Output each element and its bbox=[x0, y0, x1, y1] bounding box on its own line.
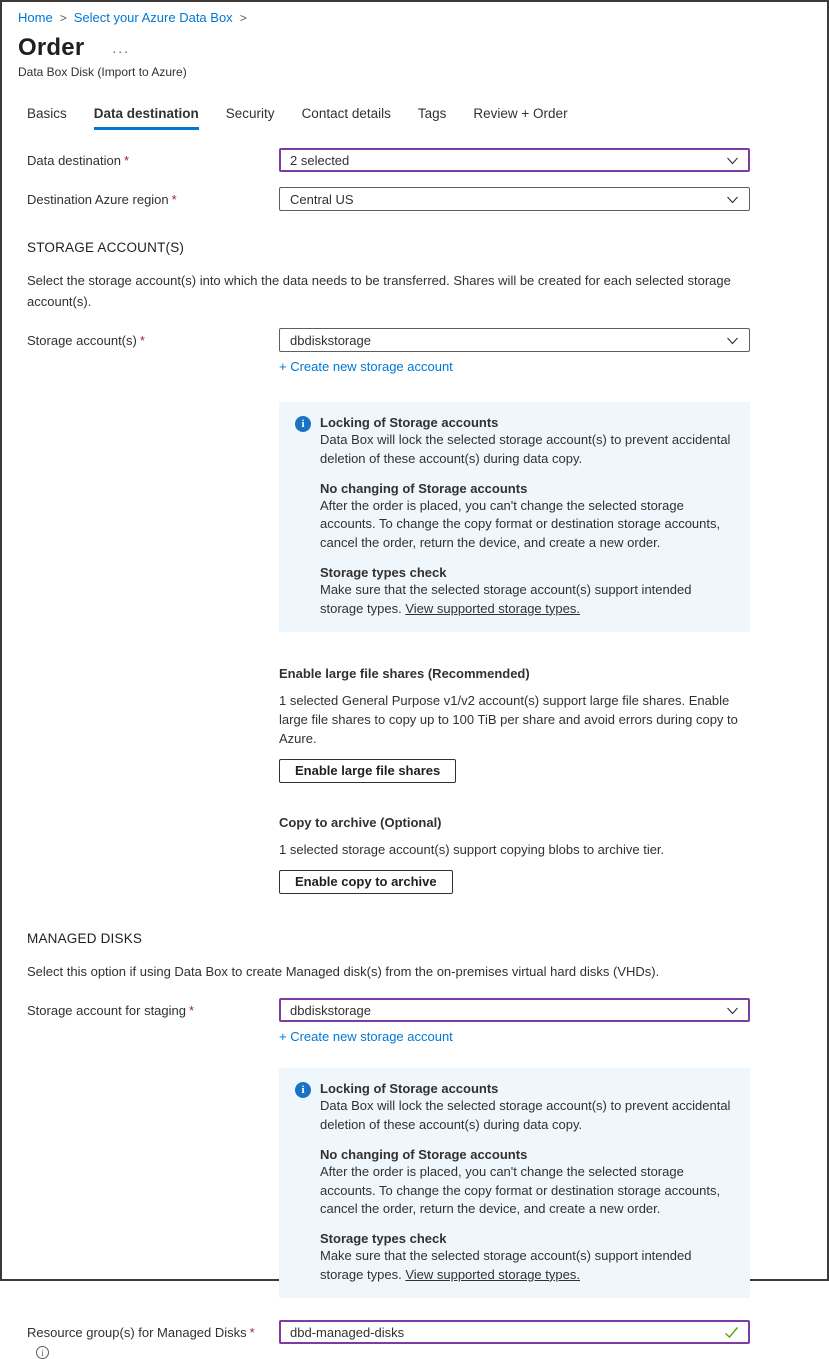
label-text: Destination Azure region bbox=[27, 192, 169, 207]
breadcrumb-separator-icon: > bbox=[239, 10, 247, 25]
staging-info-box bbox=[279, 1068, 750, 1298]
tab-basics[interactable]: Basics bbox=[27, 106, 67, 121]
tab-data-destination[interactable]: Data destination bbox=[94, 106, 199, 130]
data-destination-form bbox=[27, 148, 827, 1359]
info-tooltip-icon[interactable]: i bbox=[36, 1346, 49, 1359]
tab-tags[interactable]: Tags bbox=[417, 106, 447, 121]
copy-to-archive-section bbox=[279, 815, 757, 894]
staging-account-value: dbdiskstorage bbox=[290, 1002, 371, 1018]
tab-contact-details[interactable]: Contact details bbox=[301, 106, 391, 121]
resource-group-row bbox=[27, 1320, 827, 1359]
label-text: Storage account(s) bbox=[27, 333, 137, 349]
info-body: Data Box will lock the selected storage account(s) to prevent accidental deletion of these account(s) during data copy. bbox=[320, 432, 731, 466]
info-title: Locking of Storage accounts bbox=[320, 415, 499, 431]
managed-disks-heading: MANAGED DISKS bbox=[27, 930, 143, 946]
tab-review-order[interactable]: Review + Order bbox=[473, 106, 568, 121]
chevron-down-icon bbox=[726, 153, 739, 167]
info-body bbox=[320, 1247, 734, 1284]
info-body-text: types. bbox=[367, 1266, 402, 1282]
view-supported-storage-types-link[interactable]: View supported storage types. bbox=[405, 1266, 580, 1282]
required-asterisk: * bbox=[171, 192, 177, 207]
region-row bbox=[27, 187, 827, 211]
region-label bbox=[27, 187, 279, 207]
label-text: Storage account for staging bbox=[27, 1003, 186, 1019]
info-title: No changing of Storage accounts bbox=[320, 480, 528, 496]
chevron-down-icon bbox=[726, 333, 739, 347]
info-block-no-changing bbox=[320, 1147, 734, 1218]
chevron-down-icon bbox=[726, 192, 739, 206]
create-staging-storage-account-link[interactable]: + Create new storage account bbox=[279, 1029, 453, 1045]
info-icon: i bbox=[295, 1082, 311, 1098]
label-text: Data destination bbox=[27, 153, 121, 168]
info-body-text: Make sure that the selected storage account(s) support intended storage bbox=[320, 582, 692, 616]
storage-accounts-description: Select the storage account(s) into which the data needs to be transferred. Shares will be created for each selected storage account(s). bbox=[27, 273, 731, 309]
resource-group-value: dbd-managed-disks bbox=[290, 1324, 405, 1340]
view-supported-storage-types-link[interactable]: View supported storage types. bbox=[405, 600, 580, 616]
info-body: Data Box will lock the selected storage account(s) to prevent accidental deletion of these account(s) during data copy. bbox=[320, 1098, 731, 1132]
info-body: After the order is placed, you can't change the selected storage accounts. To change the copy format or destination storage accounts, cancel the order, return the device, and create a new order. bbox=[320, 497, 721, 550]
info-block-storage-types bbox=[320, 1231, 734, 1284]
data-destination-label bbox=[27, 148, 279, 168]
info-block-locking bbox=[320, 415, 734, 468]
required-asterisk: * bbox=[249, 1325, 255, 1341]
info-block-locking bbox=[320, 1081, 734, 1134]
breadcrumb bbox=[18, 10, 827, 25]
tab-security[interactable]: Security bbox=[225, 106, 275, 121]
info-title: Locking of Storage accounts bbox=[320, 1081, 499, 1097]
large-file-shares-description: 1 selected General Purpose v1/v2 account(s) support large file shares. Enable large file shares to copy up to 100 TiB per share and avoid errors during copy to Azure. bbox=[279, 693, 738, 746]
info-icon: i bbox=[295, 416, 311, 432]
copy-to-archive-description: 1 selected storage account(s) support copying blobs to archive tier. bbox=[279, 841, 665, 857]
copy-to-archive-heading: Copy to archive (Optional) bbox=[279, 814, 442, 830]
required-asterisk: * bbox=[189, 1003, 195, 1019]
enable-copy-to-archive-button[interactable]: Enable copy to archive bbox=[279, 870, 453, 894]
storage-account-row bbox=[27, 328, 827, 376]
chevron-down-icon bbox=[726, 1003, 739, 1017]
page-header bbox=[18, 34, 827, 62]
data-destination-row bbox=[27, 148, 827, 172]
enable-large-file-shares-button[interactable]: Enable large file shares bbox=[279, 759, 456, 783]
large-file-shares-section bbox=[279, 666, 757, 783]
label-text: Resource group(s) for Managed Disks bbox=[27, 1325, 247, 1341]
info-title: No changing of Storage accounts bbox=[320, 1147, 528, 1163]
data-destination-value: 2 selected bbox=[290, 152, 350, 168]
required-asterisk: * bbox=[139, 333, 145, 349]
region-value: Central US bbox=[290, 191, 354, 207]
resource-group-input[interactable] bbox=[279, 1320, 750, 1344]
valid-check-icon bbox=[724, 1326, 739, 1339]
storage-account-label bbox=[27, 328, 279, 348]
storage-account-dropdown[interactable] bbox=[279, 328, 750, 352]
create-storage-account-link[interactable]: + Create new storage account bbox=[279, 359, 453, 375]
info-title: Storage types check bbox=[320, 1231, 447, 1247]
managed-disks-description: Select this option if using Data Box to create Managed disk(s) from the on-premises virtual hard disks (VHDs). bbox=[27, 963, 660, 979]
storage-accounts-heading: STORAGE ACCOUNT(S) bbox=[27, 240, 185, 255]
page-subtitle: Data Box Disk (Import to Azure) bbox=[18, 65, 187, 79]
info-body-text: Make sure that the selected storage account(s) support intended storage bbox=[320, 1248, 692, 1282]
info-block-no-changing bbox=[320, 481, 734, 552]
info-body: After the order is placed, you can't change the selected storage accounts. To change the copy format or destination storage accounts, cancel the order, return the device, and create a new order. bbox=[320, 1164, 721, 1216]
info-body-text: types. bbox=[367, 600, 402, 616]
page-title: Order bbox=[18, 34, 85, 61]
storage-info-box bbox=[279, 402, 750, 632]
info-block-storage-types bbox=[320, 565, 734, 618]
breadcrumb-link-select-azure-data-box[interactable]: Select your Azure Data Box bbox=[73, 10, 233, 25]
info-title: Storage types check bbox=[320, 565, 447, 581]
data-destination-dropdown[interactable] bbox=[279, 148, 750, 172]
storage-account-value: dbdiskstorage bbox=[290, 332, 371, 348]
large-file-shares-heading: Enable large file shares (Recommended) bbox=[279, 666, 530, 682]
info-body bbox=[320, 581, 734, 618]
tab-bar bbox=[27, 106, 827, 130]
required-asterisk: * bbox=[123, 153, 130, 168]
staging-account-row bbox=[27, 998, 827, 1046]
resource-group-label bbox=[27, 1320, 279, 1359]
breadcrumb-link-home[interactable]: Home bbox=[18, 10, 53, 25]
region-dropdown[interactable] bbox=[279, 187, 750, 211]
breadcrumb-separator-icon: > bbox=[59, 10, 67, 25]
staging-account-label bbox=[27, 998, 279, 1018]
staging-account-dropdown[interactable] bbox=[279, 998, 750, 1022]
more-menu-icon[interactable]: ... bbox=[112, 40, 131, 56]
